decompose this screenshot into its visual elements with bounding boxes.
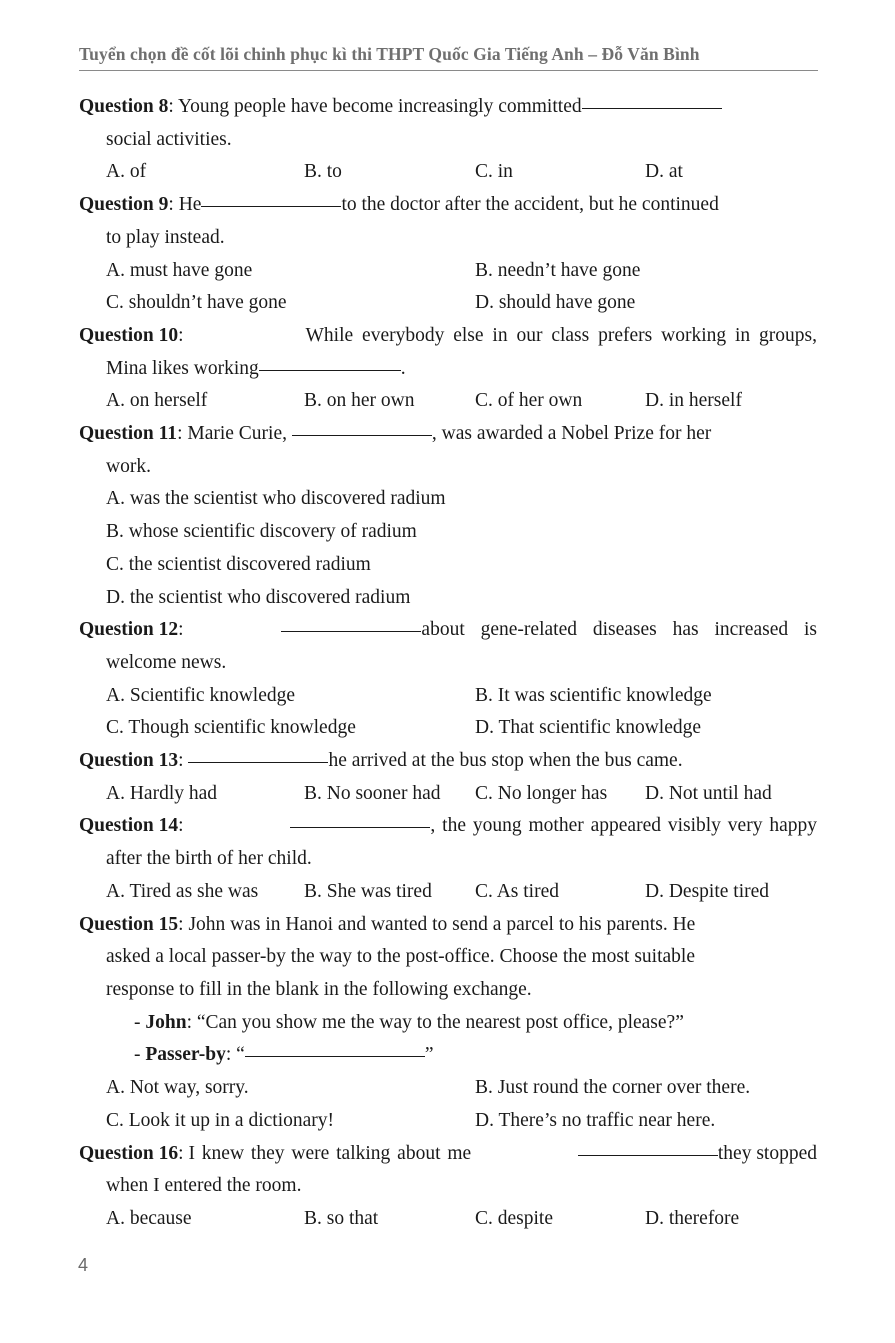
- dialog-text: : “: [225, 1044, 245, 1066]
- option-b[interactable]: B. whose scientific discovery of radium: [106, 521, 417, 543]
- colon: :: [178, 1142, 189, 1164]
- stem-text: Mina likes working: [106, 357, 259, 379]
- speaker-name: Passer-by: [145, 1044, 226, 1066]
- options-row: [79, 1203, 817, 1236]
- question-9: [79, 189, 817, 320]
- question-label: Question 10: [79, 324, 179, 346]
- colon: :: [178, 619, 184, 641]
- option-d[interactable]: D. should have gone: [475, 292, 636, 314]
- answer-blank: [245, 1055, 425, 1057]
- question-12: [79, 614, 817, 745]
- answer-blank: [292, 434, 432, 436]
- speaker-name: John: [145, 1011, 187, 1033]
- stem-text: to the doctor after the accident, but he continued: [341, 194, 719, 216]
- options-row: [79, 1105, 817, 1138]
- dialog-line-john: [79, 1007, 817, 1040]
- colon: :: [178, 913, 189, 935]
- answer-blank: [201, 205, 341, 207]
- options-row: [79, 876, 817, 909]
- question-stem: [79, 418, 817, 451]
- stem-continuation: welcome news.: [106, 651, 227, 673]
- option-a[interactable]: A. Scientific knowledge: [106, 684, 296, 706]
- options-row: [79, 255, 817, 288]
- question-11: [79, 418, 817, 614]
- colon: :: [178, 815, 184, 837]
- options-row: [79, 1072, 817, 1105]
- stem-continuation: response to fill in the blank in the following exchange.: [106, 978, 532, 1000]
- dialog-dash: -: [134, 1011, 146, 1033]
- dialog-line-passer-by: [79, 1039, 817, 1072]
- question-stem: [79, 909, 817, 942]
- option-c[interactable]: C. shouldn’t have gone: [106, 292, 287, 314]
- option-c[interactable]: C. in: [475, 161, 513, 183]
- options-row: [79, 712, 817, 745]
- option-d[interactable]: D. at: [645, 161, 683, 183]
- question-label: Question 9: [79, 194, 169, 216]
- stem-text: he arrived at the bus stop when the bus came.: [328, 750, 683, 772]
- stem-text: , the young mother appeared visibly very happy: [430, 815, 817, 837]
- options-row: [79, 778, 817, 811]
- stem-text: Young people have become increasingly committed: [177, 96, 582, 117]
- answer-blank: [188, 761, 328, 763]
- question-label: Question 14: [79, 815, 179, 837]
- option-d[interactable]: D. Despite tired: [645, 880, 770, 902]
- stem-continuation: to play instead.: [106, 226, 225, 248]
- stem-text: about gene-related diseases has increased is: [421, 619, 817, 641]
- question-label: Question 11: [79, 423, 178, 445]
- option-c[interactable]: C. Look it up in a dictionary!: [106, 1109, 335, 1131]
- question-label: Question 15: [79, 913, 179, 935]
- option-b[interactable]: B. to: [304, 161, 342, 183]
- option-c[interactable]: C. As tired: [475, 880, 559, 902]
- options-row: [79, 156, 817, 189]
- question-8: [79, 91, 817, 189]
- stem-continuation: [79, 353, 817, 386]
- colon: :: [168, 194, 179, 216]
- option-a[interactable]: A. Not way, sorry.: [106, 1077, 249, 1099]
- option-c[interactable]: C. the scientist discovered radium: [106, 553, 371, 575]
- options-row: [79, 680, 817, 713]
- question-stem: [79, 189, 817, 222]
- option-b[interactable]: B. needn’t have gone: [475, 259, 641, 281]
- colon: :: [178, 324, 184, 346]
- book-title: Tuyển chọn đề cốt lõi chinh phục kì thi THPT Quốc Gia Tiếng Anh – Đỗ Văn Bình: [79, 44, 700, 64]
- answer-blank: [259, 369, 401, 371]
- question-stem: [79, 810, 817, 843]
- colon: :: [177, 423, 188, 445]
- colon: :: [178, 750, 189, 772]
- option-d[interactable]: D. There’s no traffic near here.: [475, 1109, 716, 1131]
- dialog-text: : “Can you show me the way to the nearest post office, please?”: [186, 1011, 684, 1033]
- question-14: [79, 810, 817, 908]
- running-header: [79, 44, 818, 71]
- question-label: Question 12: [79, 619, 179, 641]
- answer-blank: [290, 826, 430, 828]
- option-a[interactable]: A. was the scientist who discovered radium: [106, 488, 446, 510]
- question-label: Question 13: [79, 750, 179, 772]
- page-number: 4: [78, 1255, 89, 1275]
- option-a[interactable]: A. Hardly had: [106, 782, 218, 804]
- answer-blank: [281, 630, 421, 632]
- option-c[interactable]: C. of her own: [475, 390, 583, 412]
- option-a[interactable]: A. of: [106, 161, 147, 183]
- option-c[interactable]: C. Though scientific knowledge: [106, 717, 356, 739]
- option-c[interactable]: C. No longer has: [475, 782, 608, 804]
- stem-continuation: work.: [106, 455, 151, 477]
- options-row: [79, 385, 817, 418]
- option-b[interactable]: B. so that: [304, 1207, 379, 1229]
- dialog-text: ”: [424, 1044, 434, 1066]
- option-d[interactable]: D. the scientist who discovered radium: [106, 586, 411, 608]
- option-d[interactable]: D. Not until had: [645, 782, 772, 804]
- options-row: [79, 287, 817, 320]
- option-a[interactable]: A. because: [106, 1207, 192, 1229]
- colon: :: [168, 96, 178, 117]
- option-b[interactable]: B. on her own: [304, 390, 415, 412]
- question-15: [79, 909, 817, 1138]
- question-stem: [79, 1138, 817, 1171]
- stem-text: , was awarded a Nobel Prize for her: [431, 423, 712, 445]
- stem-text: Marie Curie,: [187, 423, 287, 445]
- option-b[interactable]: B. She was tired: [304, 880, 432, 902]
- option-b[interactable]: B. It was scientific knowledge: [475, 684, 712, 706]
- stem-text: John was in Hanoi and wanted to send a parcel to his parents. He: [188, 913, 696, 935]
- question-label: Question 8: [79, 96, 169, 117]
- option-b[interactable]: B. No sooner had: [304, 782, 441, 804]
- stem-text: He: [178, 194, 202, 216]
- option-b[interactable]: B. Just round the corner over there.: [475, 1077, 751, 1099]
- option-d[interactable]: D. therefore: [645, 1207, 740, 1229]
- option-a[interactable]: A. on herself: [106, 390, 208, 412]
- question-13: [79, 745, 817, 810]
- question-10: [79, 320, 817, 418]
- question-16: [79, 1138, 817, 1236]
- question-stem: [79, 745, 817, 778]
- answer-blank: [578, 1154, 718, 1156]
- option-a[interactable]: A. Tired as she was: [106, 880, 259, 902]
- stem-text: they stopped: [717, 1142, 817, 1164]
- question-stem: [79, 91, 817, 124]
- question-list: [79, 91, 817, 1236]
- stem-continuation: when I entered the room.: [106, 1175, 302, 1197]
- option-d[interactable]: D. That scientific knowledge: [475, 717, 702, 739]
- stem-text: .: [400, 357, 406, 379]
- option-a[interactable]: A. must have gone: [106, 259, 253, 281]
- option-d[interactable]: D. in herself: [645, 390, 742, 412]
- question-stem: [79, 320, 817, 353]
- answer-blank: [582, 107, 722, 109]
- stem-text: While everybody else in our class prefers working in groups,: [305, 324, 817, 346]
- stem-continuation: asked a local passer-by the way to the post-office. Choose the most suitable: [106, 946, 695, 968]
- stem-continuation: after the birth of her child.: [106, 848, 312, 870]
- dialog-dash: -: [134, 1044, 146, 1066]
- question-stem: [79, 614, 817, 647]
- stem-continuation: social activities.: [106, 128, 232, 150]
- stem-text: I knew they were talking about me: [188, 1142, 472, 1164]
- option-c[interactable]: C. despite: [475, 1207, 553, 1229]
- question-label: Question 16: [79, 1142, 179, 1164]
